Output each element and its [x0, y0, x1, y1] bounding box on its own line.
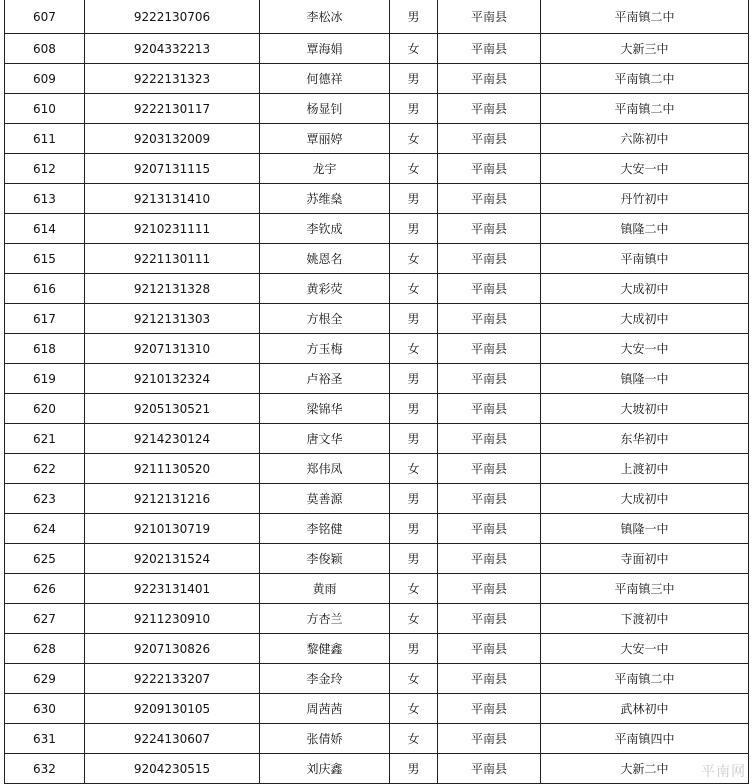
table-row	[5, 664, 749, 694]
gender-cell: 女	[390, 34, 438, 64]
exam-id-cell: 9204332213	[85, 34, 260, 64]
county-cell: 平南县	[438, 634, 541, 664]
gender-cell: 女	[390, 124, 438, 154]
student-name-cell: 郑伟凤	[260, 454, 390, 484]
county-cell: 平南县	[438, 574, 541, 604]
student-name-cell: 姚恩名	[260, 244, 390, 274]
exam-id-cell: 9212131216	[85, 484, 260, 514]
table-row	[5, 0, 749, 34]
student-name-cell: 黄彩荧	[260, 274, 390, 304]
row-number-cell: 608	[5, 34, 85, 64]
county-cell: 平南县	[438, 664, 541, 694]
exam-id-cell: 9214230124	[85, 424, 260, 454]
row-number-cell: 623	[5, 484, 85, 514]
school-cell: 平南镇二中	[541, 64, 749, 94]
county-cell: 平南县	[438, 754, 541, 784]
school-cell: 镇隆二中	[541, 214, 749, 244]
exam-id-cell: 9210231111	[85, 214, 260, 244]
exam-id-cell: 9203132009	[85, 124, 260, 154]
table-row	[5, 34, 749, 64]
exam-id-cell: 9207130826	[85, 634, 260, 664]
student-name-cell: 张倩娇	[260, 724, 390, 754]
row-number-cell: 617	[5, 304, 85, 334]
student-name-cell: 刘庆鑫	[260, 754, 390, 784]
row-number-cell: 619	[5, 364, 85, 394]
exam-id-cell: 9224130607	[85, 724, 260, 754]
student-name-cell: 方根全	[260, 304, 390, 334]
row-number-cell: 632	[5, 754, 85, 784]
school-cell: 大成初中	[541, 484, 749, 514]
table-row	[5, 184, 749, 214]
student-name-cell: 李钦成	[260, 214, 390, 244]
county-cell: 平南县	[438, 544, 541, 574]
table-row	[5, 694, 749, 724]
student-name-cell: 黎健鑫	[260, 634, 390, 664]
county-cell: 平南县	[438, 124, 541, 154]
student-name-cell: 黄雨	[260, 574, 390, 604]
exam-id-cell: 9202131524	[85, 544, 260, 574]
student-name-cell: 方玉梅	[260, 334, 390, 364]
row-number-cell: 618	[5, 334, 85, 364]
exam-id-cell: 9207131115	[85, 154, 260, 184]
row-number-cell: 607	[5, 0, 85, 34]
gender-cell: 男	[390, 94, 438, 124]
school-cell: 武林初中	[541, 694, 749, 724]
school-cell: 镇隆一中	[541, 364, 749, 394]
table-row	[5, 604, 749, 634]
row-number-cell: 616	[5, 274, 85, 304]
gender-cell: 男	[390, 64, 438, 94]
gender-cell: 男	[390, 544, 438, 574]
row-number-cell: 620	[5, 394, 85, 424]
gender-cell: 男	[390, 634, 438, 664]
school-cell: 平南镇二中	[541, 94, 749, 124]
school-cell: 下渡初中	[541, 604, 749, 634]
table-row	[5, 154, 749, 184]
school-cell: 平南镇三中	[541, 574, 749, 604]
gender-cell: 男	[390, 484, 438, 514]
county-cell: 平南县	[438, 154, 541, 184]
exam-id-cell: 9209130105	[85, 694, 260, 724]
watermark-text: 平南网	[701, 764, 746, 780]
table-row	[5, 514, 749, 544]
county-cell: 平南县	[438, 244, 541, 274]
row-number-cell: 622	[5, 454, 85, 484]
exam-id-cell: 9222133207	[85, 664, 260, 694]
exam-id-cell: 9210130719	[85, 514, 260, 544]
student-name-cell: 覃海娟	[260, 34, 390, 64]
county-cell: 平南县	[438, 64, 541, 94]
exam-id-cell: 9211130520	[85, 454, 260, 484]
county-cell: 平南县	[438, 424, 541, 454]
row-number-cell: 615	[5, 244, 85, 274]
table-row	[5, 334, 749, 364]
school-cell: 大坡初中	[541, 394, 749, 424]
school-cell: 平南镇四中	[541, 724, 749, 754]
student-name-cell: 李俊颖	[260, 544, 390, 574]
exam-id-cell: 9223131401	[85, 574, 260, 604]
gender-cell: 女	[390, 694, 438, 724]
school-cell: 大安一中	[541, 334, 749, 364]
county-cell: 平南县	[438, 184, 541, 214]
table-row	[5, 364, 749, 394]
gender-cell: 男	[390, 304, 438, 334]
student-name-cell: 苏维燊	[260, 184, 390, 214]
gender-cell: 男	[390, 364, 438, 394]
school-cell: 平南镇中	[541, 244, 749, 274]
row-number-cell: 631	[5, 724, 85, 754]
student-name-cell: 梁锦华	[260, 394, 390, 424]
table-row	[5, 634, 749, 664]
table-row	[5, 274, 749, 304]
results-table-body	[5, 0, 749, 784]
gender-cell: 男	[390, 394, 438, 424]
student-name-cell: 李铭健	[260, 514, 390, 544]
gender-cell: 女	[390, 724, 438, 754]
county-cell: 平南县	[438, 214, 541, 244]
row-number-cell: 610	[5, 94, 85, 124]
county-cell: 平南县	[438, 274, 541, 304]
county-cell: 平南县	[438, 604, 541, 634]
county-cell: 平南县	[438, 484, 541, 514]
gender-cell: 男	[390, 754, 438, 784]
table-row	[5, 124, 749, 154]
gender-cell: 男	[390, 424, 438, 454]
row-number-cell: 628	[5, 634, 85, 664]
school-cell: 大新二中	[541, 754, 749, 784]
school-cell: 寺面初中	[541, 544, 749, 574]
table-row	[5, 454, 749, 484]
county-cell: 平南县	[438, 34, 541, 64]
row-number-cell: 627	[5, 604, 85, 634]
table-row	[5, 64, 749, 94]
school-cell: 丹竹初中	[541, 184, 749, 214]
table-row	[5, 244, 749, 274]
exam-id-cell: 9207131310	[85, 334, 260, 364]
table-row	[5, 724, 749, 754]
table-row	[5, 754, 749, 784]
gender-cell: 女	[390, 154, 438, 184]
exam-id-cell: 9222131323	[85, 64, 260, 94]
table-row	[5, 304, 749, 334]
gender-cell: 女	[390, 454, 438, 484]
school-cell: 平南镇二中	[541, 0, 749, 34]
exam-id-cell: 9210132324	[85, 364, 260, 394]
county-cell: 平南县	[438, 304, 541, 334]
exam-id-cell: 9212131303	[85, 304, 260, 334]
county-cell: 平南县	[438, 94, 541, 124]
gender-cell: 男	[390, 184, 438, 214]
row-number-cell: 630	[5, 694, 85, 724]
school-cell: 镇隆一中	[541, 514, 749, 544]
exam-id-cell: 9205130521	[85, 394, 260, 424]
exam-id-cell: 9204230515	[85, 754, 260, 784]
gender-cell: 男	[390, 214, 438, 244]
exam-id-cell: 9211230910	[85, 604, 260, 634]
row-number-cell: 629	[5, 664, 85, 694]
exam-id-cell: 9222130117	[85, 94, 260, 124]
gender-cell: 男	[390, 0, 438, 34]
exam-id-cell: 9212131328	[85, 274, 260, 304]
county-cell: 平南县	[438, 394, 541, 424]
gender-cell: 男	[390, 514, 438, 544]
student-name-cell: 李金玲	[260, 664, 390, 694]
table-row	[5, 424, 749, 454]
county-cell: 平南县	[438, 454, 541, 484]
row-number-cell: 612	[5, 154, 85, 184]
student-name-cell: 何德祥	[260, 64, 390, 94]
gender-cell: 女	[390, 244, 438, 274]
school-cell: 平南镇二中	[541, 664, 749, 694]
row-number-cell: 611	[5, 124, 85, 154]
gender-cell: 女	[390, 334, 438, 364]
student-name-cell: 方杏兰	[260, 604, 390, 634]
gender-cell: 女	[390, 274, 438, 304]
school-cell: 六陈初中	[541, 124, 749, 154]
county-cell: 平南县	[438, 334, 541, 364]
row-number-cell: 624	[5, 514, 85, 544]
row-number-cell: 613	[5, 184, 85, 214]
exam-id-cell: 9221130111	[85, 244, 260, 274]
exam-id-cell: 9213131410	[85, 184, 260, 214]
county-cell: 平南县	[438, 724, 541, 754]
school-cell: 大安一中	[541, 634, 749, 664]
table-row	[5, 574, 749, 604]
gender-cell: 女	[390, 574, 438, 604]
student-name-cell: 龙宇	[260, 154, 390, 184]
county-cell: 平南县	[438, 0, 541, 34]
row-number-cell: 625	[5, 544, 85, 574]
school-cell: 上渡初中	[541, 454, 749, 484]
student-name-cell: 卢裕圣	[260, 364, 390, 394]
gender-cell: 女	[390, 664, 438, 694]
table-row	[5, 484, 749, 514]
gender-cell: 女	[390, 604, 438, 634]
table-row	[5, 94, 749, 124]
school-cell: 大成初中	[541, 274, 749, 304]
results-table	[4, 0, 749, 784]
student-name-cell: 李松冰	[260, 0, 390, 34]
row-number-cell: 614	[5, 214, 85, 244]
row-number-cell: 626	[5, 574, 85, 604]
school-cell: 大新三中	[541, 34, 749, 64]
exam-id-cell: 9222130706	[85, 0, 260, 34]
county-cell: 平南县	[438, 694, 541, 724]
student-name-cell: 杨显钊	[260, 94, 390, 124]
school-cell: 东华初中	[541, 424, 749, 454]
county-cell: 平南县	[438, 364, 541, 394]
student-name-cell: 周茜茜	[260, 694, 390, 724]
table-row	[5, 394, 749, 424]
school-cell: 大安一中	[541, 154, 749, 184]
student-name-cell: 唐文华	[260, 424, 390, 454]
row-number-cell: 621	[5, 424, 85, 454]
student-name-cell: 覃丽婷	[260, 124, 390, 154]
school-cell: 大成初中	[541, 304, 749, 334]
row-number-cell: 609	[5, 64, 85, 94]
county-cell: 平南县	[438, 514, 541, 544]
student-name-cell: 莫善源	[260, 484, 390, 514]
table-row	[5, 544, 749, 574]
table-row	[5, 214, 749, 244]
